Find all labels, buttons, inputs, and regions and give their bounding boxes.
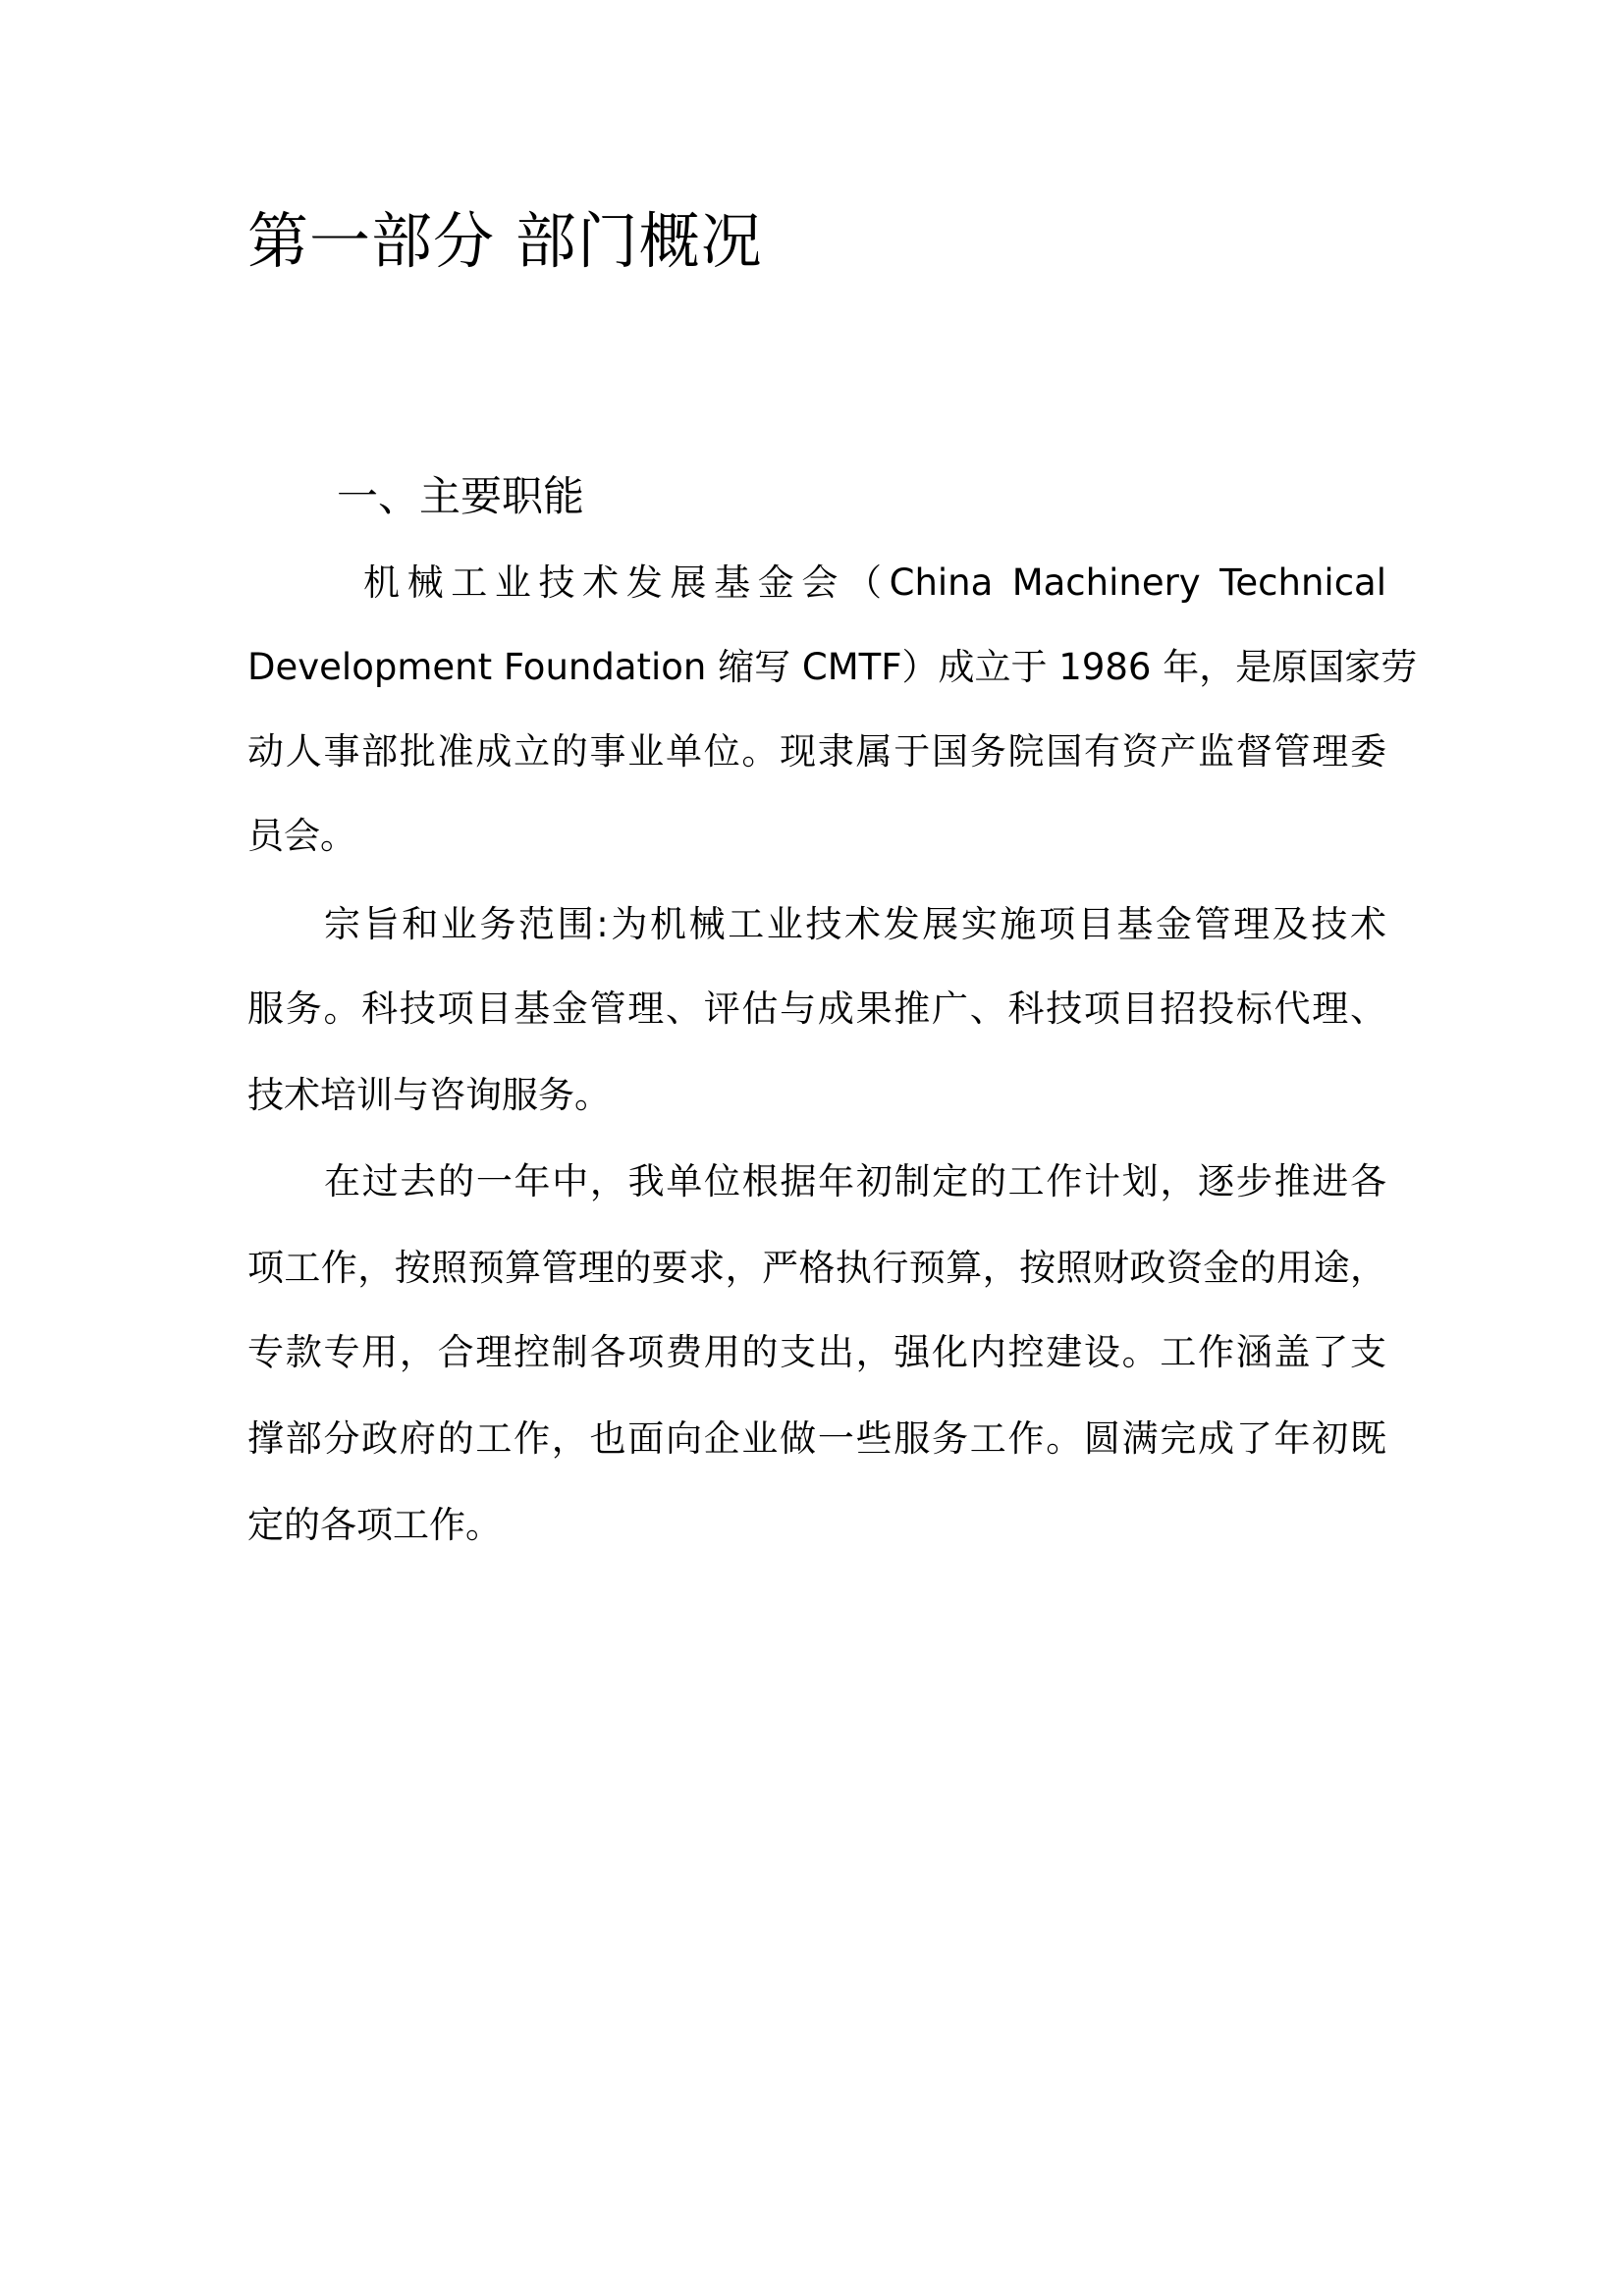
paragraph-line: 机械工业技术发展基金会（China Machinery Technical (363, 561, 1386, 604)
paragraph-line: 项工作，按照预算管理的要求，严格执行预算，按照财政资金的用途， (247, 1247, 1386, 1289)
paragraph-line: 动人事部批准成立的事业单位。现隶属于国务院国有资产监督管理委 (247, 730, 1386, 773)
paragraph-line: 撑部分政府的工作，也面向企业做一些服务工作。圆满完成了年初既 (247, 1417, 1386, 1460)
paragraph-line: 服务。科技项目基金管理、评估与成果推广、科技项目招投标代理、 (247, 988, 1386, 1030)
page-title: 第一部分 部门概况 (247, 205, 763, 277)
paragraph-line: 技术培训与咨询服务。 (247, 1074, 611, 1116)
paragraph-line: 在过去的一年中，我单位根据年初制定的工作计划，逐步推进各 (324, 1160, 1386, 1202)
paragraph-line: Development Foundation 缩写 CMTF）成立于 1986 年，是原国家劳 (247, 646, 1418, 688)
section-heading-main-functions: 一、主要职能 (337, 472, 585, 520)
paragraph-line: 专款专用，合理控制各项费用的支出，强化内控建设。工作涵盖了支 (247, 1331, 1386, 1373)
paragraph-line: 员会。 (247, 815, 356, 857)
paragraph-line: 宗旨和业务范围:为机械工业技术发展实施项目基金管理及技术 (324, 903, 1386, 945)
paragraph-line: 定的各项工作。 (247, 1504, 502, 1546)
